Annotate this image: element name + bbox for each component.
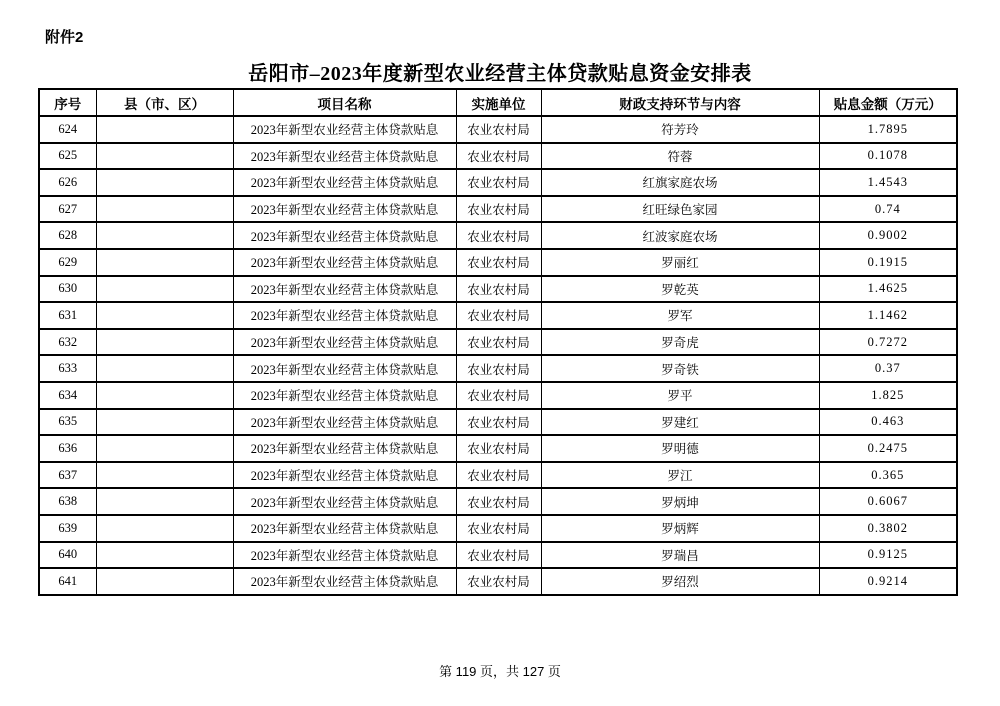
cell-project: 2023年新型农业经营主体贷款贴息 xyxy=(233,462,456,489)
cell-amount: 1.7895 xyxy=(819,116,957,143)
cell-unit: 农业农村局 xyxy=(456,435,541,462)
table-row xyxy=(39,409,957,436)
page-title: 岳阳市–2023年度新型农业经营主体贷款贴息资金安排表 xyxy=(248,63,752,85)
table-row xyxy=(39,143,957,170)
table-row xyxy=(39,196,957,223)
cell-county xyxy=(96,222,233,249)
col-header-seq: 序号 xyxy=(39,89,96,116)
cell-content: 红旺绿色家园 xyxy=(541,196,819,223)
cell-amount: 0.6067 xyxy=(819,488,957,515)
cell-content: 罗建红 xyxy=(541,409,819,436)
cell-seq: 635 xyxy=(39,409,96,436)
table-header-row xyxy=(39,89,957,116)
cell-amount: 0.1915 xyxy=(819,249,957,276)
cell-seq: 626 xyxy=(39,169,96,196)
cell-county xyxy=(96,116,233,143)
table-row xyxy=(39,542,957,569)
table-row xyxy=(39,515,957,542)
cell-content: 符芳玲 xyxy=(541,116,819,143)
cell-content: 罗平 xyxy=(541,382,819,409)
col-header-county: 县（市、区） xyxy=(96,89,233,116)
cell-unit: 农业农村局 xyxy=(456,515,541,542)
cell-amount: 1.4625 xyxy=(819,276,957,303)
cell-county xyxy=(96,302,233,329)
cell-amount: 0.463 xyxy=(819,409,957,436)
col-header-project: 项目名称 xyxy=(233,89,456,116)
cell-unit: 农业农村局 xyxy=(456,568,541,595)
cell-county xyxy=(96,196,233,223)
cell-seq: 641 xyxy=(39,568,96,595)
attachment-label: 附件2 xyxy=(45,29,84,46)
cell-county xyxy=(96,542,233,569)
cell-content: 罗江 xyxy=(541,462,819,489)
table-row xyxy=(39,488,957,515)
cell-unit: 农业农村局 xyxy=(456,409,541,436)
cell-content: 罗瑞昌 xyxy=(541,542,819,569)
cell-project: 2023年新型农业经营主体贷款贴息 xyxy=(233,355,456,382)
cell-seq: 629 xyxy=(39,249,96,276)
cell-seq: 630 xyxy=(39,276,96,303)
table-row xyxy=(39,169,957,196)
cell-amount: 1.825 xyxy=(819,382,957,409)
cell-project: 2023年新型农业经营主体贷款贴息 xyxy=(233,143,456,170)
table-row xyxy=(39,222,957,249)
cell-project: 2023年新型农业经营主体贷款贴息 xyxy=(233,329,456,356)
cell-seq: 634 xyxy=(39,382,96,409)
cell-content: 罗乾英 xyxy=(541,276,819,303)
cell-amount: 0.9125 xyxy=(819,542,957,569)
cell-content: 罗军 xyxy=(541,302,819,329)
cell-seq: 637 xyxy=(39,462,96,489)
page-footer: 第 119 页，共 127 页 xyxy=(439,664,561,679)
cell-project: 2023年新型农业经营主体贷款贴息 xyxy=(233,542,456,569)
cell-seq: 628 xyxy=(39,222,96,249)
cell-seq: 631 xyxy=(39,302,96,329)
cell-county xyxy=(96,488,233,515)
cell-unit: 农业农村局 xyxy=(456,249,541,276)
cell-unit: 农业农村局 xyxy=(456,222,541,249)
cell-county xyxy=(96,355,233,382)
cell-unit: 农业农村局 xyxy=(456,116,541,143)
cell-unit: 农业农村局 xyxy=(456,329,541,356)
cell-project: 2023年新型农业经营主体贷款贴息 xyxy=(233,276,456,303)
cell-seq: 639 xyxy=(39,515,96,542)
col-header-unit: 实施单位 xyxy=(456,89,541,116)
cell-project: 2023年新型农业经营主体贷款贴息 xyxy=(233,488,456,515)
cell-county xyxy=(96,409,233,436)
cell-unit: 农业农村局 xyxy=(456,355,541,382)
cell-content: 罗丽红 xyxy=(541,249,819,276)
cell-content: 罗绍烈 xyxy=(541,568,819,595)
cell-county xyxy=(96,462,233,489)
table-row xyxy=(39,329,957,356)
cell-amount: 0.1078 xyxy=(819,143,957,170)
cell-project: 2023年新型农业经营主体贷款贴息 xyxy=(233,222,456,249)
col-header-content: 财政支持环节与内容 xyxy=(541,89,819,116)
cell-content: 罗明德 xyxy=(541,435,819,462)
cell-unit: 农业农村局 xyxy=(456,462,541,489)
table-row xyxy=(39,435,957,462)
cell-seq: 627 xyxy=(39,196,96,223)
cell-content: 罗奇虎 xyxy=(541,329,819,356)
cell-project: 2023年新型农业经营主体贷款贴息 xyxy=(233,302,456,329)
cell-project: 2023年新型农业经营主体贷款贴息 xyxy=(233,249,456,276)
table-row xyxy=(39,116,957,143)
cell-project: 2023年新型农业经营主体贷款贴息 xyxy=(233,196,456,223)
table-row xyxy=(39,382,957,409)
table-row xyxy=(39,249,957,276)
cell-unit: 农业农村局 xyxy=(456,276,541,303)
cell-amount: 0.7272 xyxy=(819,329,957,356)
cell-project: 2023年新型农业经营主体贷款贴息 xyxy=(233,568,456,595)
cell-project: 2023年新型农业经营主体贷款贴息 xyxy=(233,116,456,143)
cell-content: 罗奇铁 xyxy=(541,355,819,382)
cell-unit: 农业农村局 xyxy=(456,542,541,569)
cell-amount: 0.74 xyxy=(819,196,957,223)
cell-content: 符蓉 xyxy=(541,143,819,170)
cell-amount: 0.37 xyxy=(819,355,957,382)
cell-amount: 0.9214 xyxy=(819,568,957,595)
cell-project: 2023年新型农业经营主体贷款贴息 xyxy=(233,515,456,542)
cell-county xyxy=(96,169,233,196)
cell-amount: 1.4543 xyxy=(819,169,957,196)
table-row xyxy=(39,462,957,489)
table-row xyxy=(39,302,957,329)
cell-unit: 农业农村局 xyxy=(456,143,541,170)
cell-unit: 农业农村局 xyxy=(456,382,541,409)
cell-content: 罗炳坤 xyxy=(541,488,819,515)
cell-project: 2023年新型农业经营主体贷款贴息 xyxy=(233,169,456,196)
table-row xyxy=(39,568,957,595)
cell-amount: 0.9002 xyxy=(819,222,957,249)
cell-project: 2023年新型农业经营主体贷款贴息 xyxy=(233,382,456,409)
cell-county xyxy=(96,382,233,409)
cell-county xyxy=(96,568,233,595)
cell-seq: 636 xyxy=(39,435,96,462)
col-header-amount: 贴息金额（万元） xyxy=(819,89,957,116)
cell-content: 红波家庭农场 xyxy=(541,222,819,249)
cell-county xyxy=(96,515,233,542)
cell-project: 2023年新型农业经营主体贷款贴息 xyxy=(233,435,456,462)
cell-content: 罗炳辉 xyxy=(541,515,819,542)
cell-seq: 632 xyxy=(39,329,96,356)
cell-amount: 0.3802 xyxy=(819,515,957,542)
cell-amount: 1.1462 xyxy=(819,302,957,329)
cell-county xyxy=(96,329,233,356)
table-row xyxy=(39,276,957,303)
cell-county xyxy=(96,143,233,170)
cell-seq: 638 xyxy=(39,488,96,515)
cell-amount: 0.365 xyxy=(819,462,957,489)
table-row xyxy=(39,355,957,382)
cell-county xyxy=(96,249,233,276)
cell-seq: 640 xyxy=(39,542,96,569)
cell-unit: 农业农村局 xyxy=(456,302,541,329)
cell-unit: 农业农村局 xyxy=(456,488,541,515)
cell-unit: 农业农村局 xyxy=(456,196,541,223)
cell-content: 红旗家庭农场 xyxy=(541,169,819,196)
cell-seq: 624 xyxy=(39,116,96,143)
cell-seq: 625 xyxy=(39,143,96,170)
cell-seq: 633 xyxy=(39,355,96,382)
cell-unit: 农业农村局 xyxy=(456,169,541,196)
cell-county xyxy=(96,435,233,462)
cell-county xyxy=(96,276,233,303)
subsidy-table xyxy=(38,88,958,596)
cell-amount: 0.2475 xyxy=(819,435,957,462)
cell-project: 2023年新型农业经营主体贷款贴息 xyxy=(233,409,456,436)
